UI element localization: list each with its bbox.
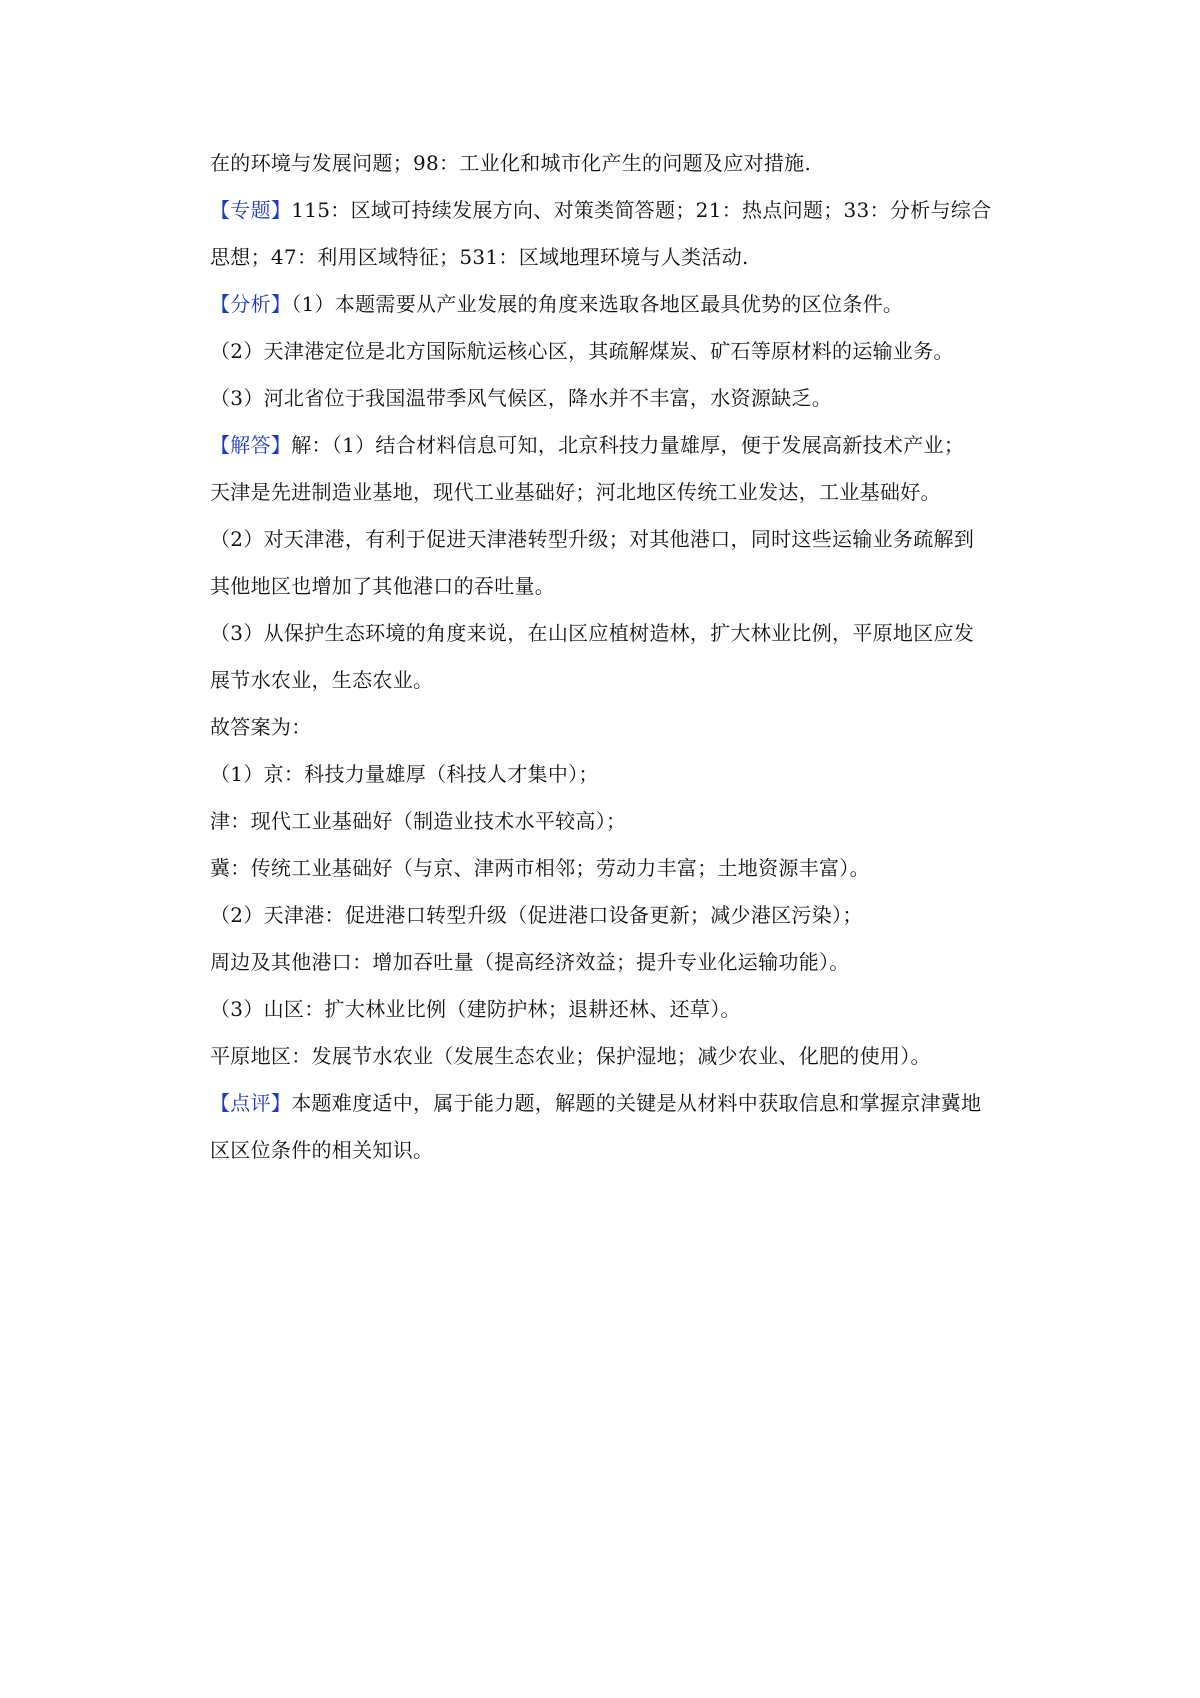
text-line xyxy=(210,1127,1030,1174)
line-text: 区区位条件的相关知识。 xyxy=(210,1138,434,1162)
line-text: （2）天津港：促进港口转型升级（促进港口设备更新；减少港区污染）； xyxy=(210,903,863,927)
text-line xyxy=(210,939,1030,986)
text-line xyxy=(210,563,1030,610)
line-text: 津：现代工业基础好（制造业技术水平较高）； xyxy=(210,809,627,833)
text-line xyxy=(210,234,1030,281)
text-line xyxy=(210,469,1030,516)
text-line xyxy=(210,845,1030,892)
line-text: （3）从保护生态环境的角度来说，在山区应植树造林，扩大林业比例，平原地区应发 xyxy=(210,621,975,645)
line-text: （2）对天津港，有利于促进天津港转型升级；对其他港口，同时这些运输业务疏解到 xyxy=(210,527,975,551)
line-text: （1）京：科技力量雄厚（科技人才集中）； xyxy=(210,762,599,786)
text-line xyxy=(210,422,1030,469)
text-line xyxy=(210,328,1030,375)
text-line xyxy=(210,281,1030,328)
line-text: 其他地区也增加了其他港口的吞吐量。 xyxy=(210,574,556,598)
text-line xyxy=(210,1033,1030,1080)
line-text: （2）天津港定位是北方国际航运核心区，其疏解煤炭、矿石等原材料的运输业务。 xyxy=(210,339,954,363)
section-tag-comment: 【点评】 xyxy=(210,1091,292,1115)
line-text: 故答案为： xyxy=(210,715,312,739)
line-text: （1）本题需要从产业发展的角度来选取各地区最具优势的区位条件。 xyxy=(291,292,904,316)
document-body xyxy=(210,140,1030,1174)
line-text: 周边及其他港口：增加吞吐量（提高经济效益；提升专业化运输功能）。 xyxy=(210,950,850,974)
line-text: 平原地区：发展节水农业（发展生态农业；保护湿地；减少农业、化肥的使用）。 xyxy=(210,1044,931,1068)
text-line xyxy=(210,892,1030,939)
text-line xyxy=(210,187,1030,234)
section-tag-analysis: 【分析】 xyxy=(210,292,292,316)
line-text: 115：区域可持续发展方向、对策类简答题；21：热点问题；33：分析与综合 xyxy=(291,198,992,222)
line-text: （3）河北省位于我国温带季风气候区，降水并不丰富，水资源缺乏。 xyxy=(210,386,833,410)
text-line xyxy=(210,751,1030,798)
text-line xyxy=(210,140,1030,187)
line-text: 思想；47：利用区域特征；531：区域地理环境与人类活动. xyxy=(210,245,749,269)
line-text: （3）山区：扩大林业比例（建防护林；退耕还林、还草）。 xyxy=(210,997,741,1021)
text-line xyxy=(210,516,1030,563)
section-tag-answer: 【解答】 xyxy=(210,433,292,457)
text-line xyxy=(210,986,1030,1033)
line-text: 在的环境与发展问题；98：工业化和城市化产生的问题及应对措施. xyxy=(210,151,812,175)
text-line xyxy=(210,1080,1030,1127)
text-line xyxy=(210,798,1030,845)
section-tag-topic: 【专题】 xyxy=(210,198,292,222)
text-line xyxy=(210,610,1030,657)
text-line xyxy=(210,704,1030,751)
line-text: 本题难度适中，属于能力题，解题的关键是从材料中获取信息和掌握京津冀地 xyxy=(291,1091,982,1115)
text-line xyxy=(210,657,1030,704)
line-text: 天津是先进制造业基地，现代工业基础好；河北地区传统工业发达，工业基础好。 xyxy=(210,480,941,504)
line-text: 冀：传统工业基础好（与京、津两市相邻；劳动力丰富；土地资源丰富）。 xyxy=(210,856,870,880)
line-text: 展节水农业，生态农业。 xyxy=(210,668,434,692)
line-text: 解：（1）结合材料信息可知，北京科技力量雄厚，便于发展高新技术产业； xyxy=(291,433,965,457)
text-line xyxy=(210,375,1030,422)
